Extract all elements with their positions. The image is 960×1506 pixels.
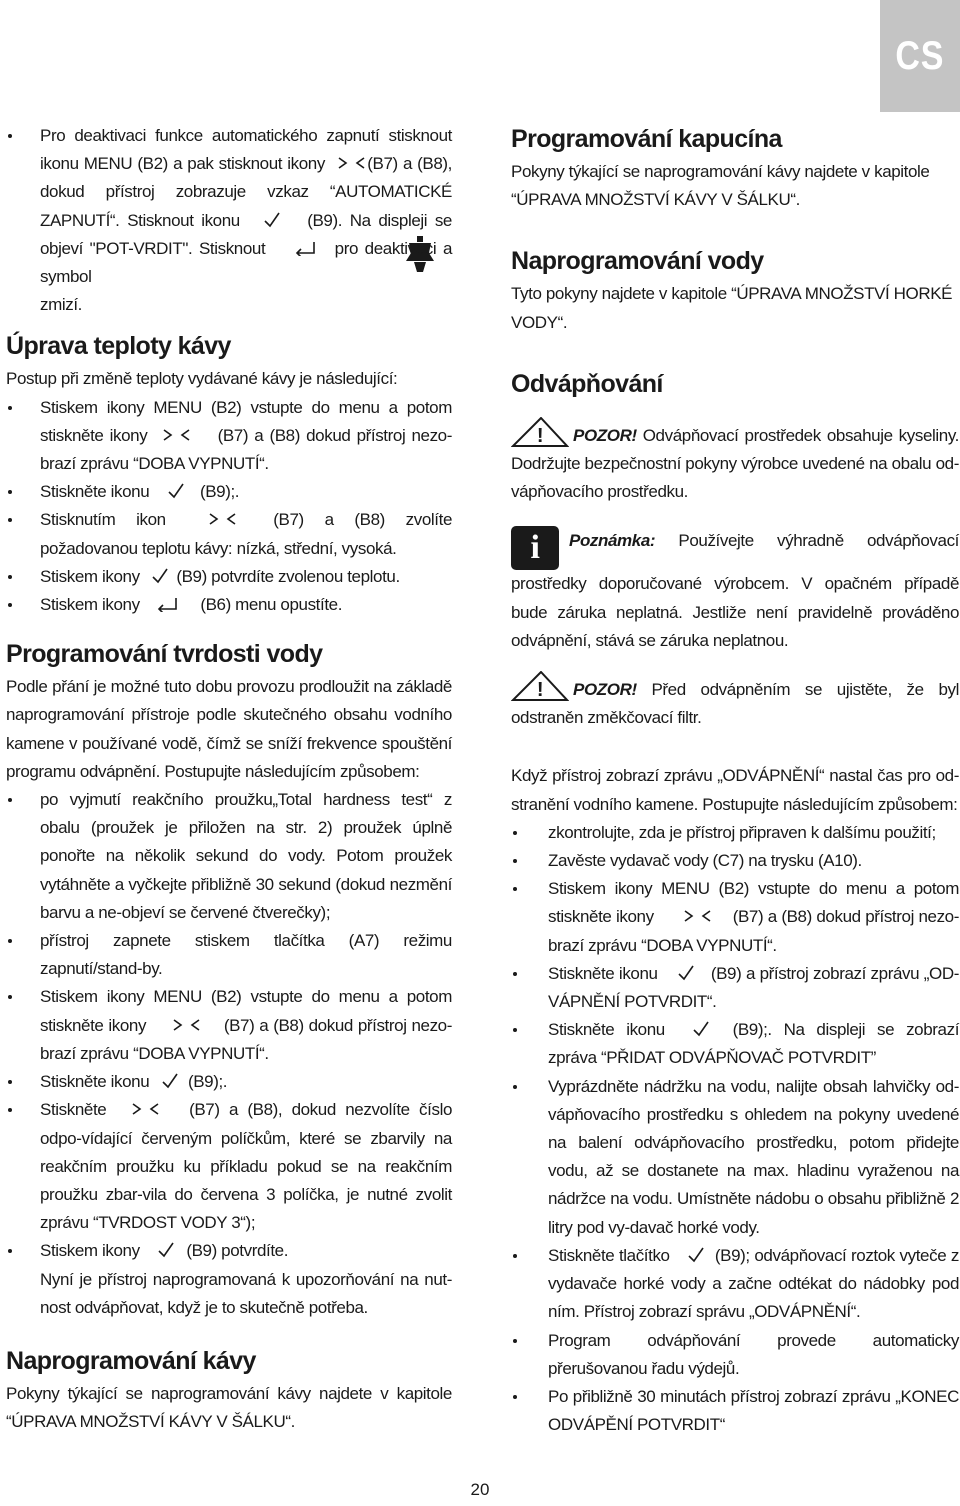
paragraph: Podle přání je možné tuto dobu provozu prodloužit na základě naprogramování přístroje podle skutečného obsahu vodního kamene v používané vodě, čímž se sníží frekvence spouštění programu odvápnění. Postupujte následujícím způsobem: (6, 677, 452, 781)
item-text: (B9) a přístroj zobrazí zprávu „OD-VÁPNĚNÍ POTVRDIT“. (548, 963, 959, 1012)
right-column (511, 122, 959, 1439)
warning-text: Odvápňovací prostředek obsahuje kyseliny. Dodržujte bezpečnostní pokyny výrobce uvedené na obalu od-vápňovacího prostředku. (511, 425, 959, 502)
note-label: Poznámka: (569, 531, 656, 551)
paragraph: Když přístroj zobrazí zprávu „ODVÁPNĚNÍ“ nastal čas pro od-stranění vodního kamene. Postupujte následujícím způsobem: (511, 766, 959, 814)
item-text: Stisknutím ikon (40, 510, 166, 530)
list-item (6, 394, 452, 479)
paragraph: Postup při změně teploty vydávané kávy je následující: (6, 369, 398, 389)
item-text: Stiskněte ikonu (548, 1020, 665, 1040)
item-text: (B9);. Na displeji se zobrazí zpráva “PŘIDAT ODVÁPŇOVAČ POTVRDIT” (548, 1020, 960, 1068)
list-item: Po přibližně 30 minutách přístroj zobrazí zprávu „KONEC ODVÁPĚNÍ POTVRDIT“ (511, 1383, 959, 1439)
chevron-pair-icon (130, 1101, 166, 1117)
item-text: Stiskněte ikonu (548, 963, 658, 983)
item-text: Stiskem ikony (40, 566, 140, 586)
left-column (6, 122, 452, 1436)
list-item (6, 563, 452, 591)
item-text: (B7) a (B8) dokud přístroj nezo-brazí zprávu “DOBA VYPNUTÍ“. (548, 907, 959, 955)
warning-paragraph (511, 671, 959, 732)
list-item: Zavěste vydavač vody (C7) na trysku (A10). (511, 847, 959, 875)
section-title: Odvápňování (511, 369, 663, 398)
item-text: (B7) a (B8) zvolíte požadovanou teplotu kávy: nízká, střední, vysoká. (40, 510, 453, 558)
warning-paragraph (511, 417, 959, 507)
list-item: Vyprázdněte nádržku na vodu, nalijte obsah lahvičky od-vápňovacího prostředku s ohledem na pokyny uvedené na balení odvápňovacího prostředku, potom přidejte vodu, až se dostanete na max. hladinu vyraženou na nádržce na vodu. Umístněte nádobu o obsahu přibližně 2 litry pod vy-davač horké vody. (511, 1073, 959, 1242)
paragraph: Tyto pokyny najdete v kapitole “ÚPRAVA MNOŽSTVÍ HORKÉ VODY“. (511, 284, 953, 332)
list-item (6, 591, 452, 619)
check-icon (150, 568, 170, 584)
warning-icon (511, 671, 569, 701)
item-text: Stiskem ikony MENU (B2) vstupte do menu a potom stiskněte ikony (40, 397, 452, 445)
item-text: (B6) menu opustíte. (200, 595, 343, 615)
intro-item (6, 122, 452, 319)
list-item (6, 1096, 452, 1237)
list-item (511, 1016, 959, 1072)
intro-text-2: (B7) a (B8), dokud přístroj zobrazuje vzkaz “AUTOMATICKÉ ZAPNUTÍ“. Stisknout ikonu (40, 154, 452, 230)
intro-text-5: zmizí. (40, 295, 82, 315)
intro-text-4: pro deaktivaci a symbol (40, 238, 452, 287)
check-icon (262, 212, 282, 228)
item-text: Stiskem ikony (40, 1241, 140, 1261)
note-text: Používejte výhradně odvápňovací prostředky doporučované výrobcem. V opačném případě bude záruka neplatná. Jestliže není pravidelně prováděno odvápnění, stává se záruka neplatnou. (511, 531, 959, 650)
info-icon: i (511, 526, 559, 570)
chevron-pair-icon (171, 1017, 207, 1033)
chevron-pair-icon (207, 511, 243, 527)
intro-text-1: Pro deaktivaci funkce automatického zapnutí stisknout ikonu MENU (B2) a pak stisknout ikony (40, 126, 452, 174)
paragraph: Pokyny týkající se naprogramování kávy najdete v kapitole “ÚPRAVA MNOŽSTVÍ KÁVY V ŠÁLKU“. (6, 1383, 452, 1432)
item-text: Stiskem ikony MENU (B2) vstupte do menu a potom stiskněte ikony (548, 879, 959, 927)
list-item (6, 506, 452, 562)
list-item: po vyjmutí reakčního proužku„Total hardness test“ z obalu (proužek je přiložen na str. 2) proužek úplně ponořte na několik sekund do vody. Potom proužek vytáhněte a vyčkejte přibližně 30 sekund (dokud nezmění barvu a ne-objeví se červené čtverečky); (6, 786, 452, 927)
paragraph: Pokyny týkající se naprogramování kávy najdete v kapitole “ÚPRAVA MNOŽSTVÍ KÁVY V ŠÁLKU“. (511, 162, 930, 210)
enter-icon (294, 240, 314, 256)
check-icon (160, 1073, 180, 1089)
list-item (6, 1237, 452, 1322)
item-text: Stiskněte (40, 1100, 107, 1120)
section-title: Programování kapucína (511, 125, 782, 153)
item-text: (B7) a (B8) dokud přístroj nezo-brazí zprávu “DOBA VYPNUTÍ“. (40, 1015, 452, 1063)
warning-label: POZOR! (573, 680, 637, 700)
chevron-pair-icon (161, 427, 197, 443)
list-item: zkontrolujte, zda je přístroj připraven k dalšímu použití; (511, 819, 959, 847)
item-text: (B9);. (199, 482, 240, 502)
section-title: Programování tvrdosti vody (6, 640, 323, 669)
list-item (511, 875, 959, 960)
warning-icon (511, 417, 569, 447)
item-text: Stiskněte ikonu (40, 482, 150, 502)
item-text: (B9);. (187, 1072, 228, 1092)
list-item: Program odvápňování provede automaticky přerušovanou řadu výdejů. (511, 1327, 959, 1383)
note-paragraph (511, 526, 959, 655)
section-title: Úprava teploty kávy (6, 332, 231, 361)
item-text: (B9); odvápňovací roztok vyteče z vydavače horké vody a začne odtékat do nádobky pod ním. Přístroj zobrazí správu „ODVÁPNĚNÍ“. (548, 1245, 960, 1322)
item-text: Stiskem ikony MENU (B2) vstupte do menu a potom stiskněte ikony (40, 987, 452, 1035)
page-number: 20 (470, 1480, 490, 1499)
check-icon (686, 1247, 706, 1263)
list-item (6, 478, 452, 506)
check-icon (166, 483, 186, 499)
item-text: (B7) a (B8) dokud přístroj nezo-brazí zprávu “DOBA VYPNUTÍ“. (40, 425, 452, 474)
enter-icon (156, 596, 178, 612)
list-item (511, 960, 959, 1016)
item-text: Stiskem ikony (40, 595, 140, 615)
svg-text:!: ! (536, 679, 544, 702)
check-icon (691, 1021, 711, 1037)
section-title: Naprogramování kávy (6, 1346, 256, 1375)
section-title: Naprogramování vody (511, 247, 764, 276)
item-text: (B9) potvrdíte zvolenou teplotu. (176, 566, 400, 586)
language-tab (880, 0, 960, 112)
intro-text-3: (B9). Na displeji se objeví "POT-VRDIT". Stisknout (40, 210, 452, 258)
list-item (511, 1242, 959, 1327)
item-text: (B7) a (B8), dokud nezvolíte číslo odpo-vídající červeným políčkům, které se zbarvily na reakčním proužku ku příkladu pokud se na reakčním proužku zbar-vila do červena 3 políčka, je nutné zvolit zprávu “TVRDOST VODY 3“); (40, 1100, 453, 1233)
chevron-pair-icon (336, 155, 356, 171)
warning-label: POZOR! (573, 425, 637, 445)
warning-text: Před odvápněním se ujistěte, že byl odstraněn změkčovací filtr. (511, 680, 959, 728)
list-item: přístroj zapnete stiskem tlačítka (A7) režimu zapnutí/stand-by. (6, 927, 452, 983)
item-text: Nyní je přístroj naprogramovaná k upozorňování na nut-nost odvápňovat, když je to skutečně potřeba. (40, 1269, 452, 1317)
item-text: (B9) potvrdíte. (186, 1241, 289, 1261)
item-text: Stiskněte tlačítko (548, 1245, 670, 1265)
item-text: Stiskněte ikonu (40, 1072, 150, 1092)
chevron-pair-icon (682, 908, 718, 924)
svg-text:!: ! (536, 424, 544, 447)
language-code: CS (895, 33, 945, 78)
check-icon (676, 965, 696, 981)
check-icon (156, 1242, 176, 1258)
list-item (6, 1068, 452, 1096)
list-item (6, 983, 452, 1068)
